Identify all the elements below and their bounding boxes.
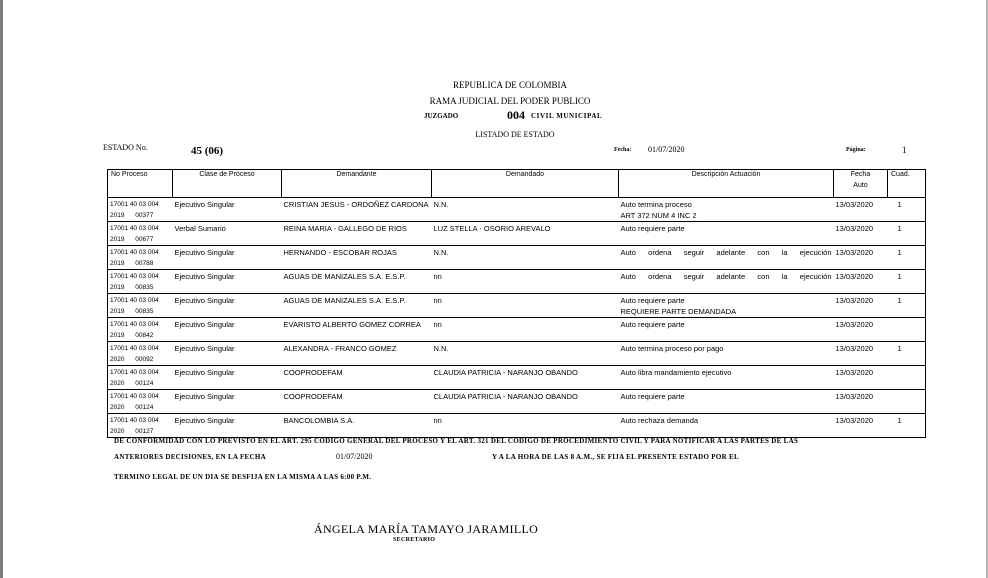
cell-demandado: CLAUDIA PATRICIA - NARANJO OBANDO — [432, 390, 619, 414]
table-header-row — [108, 170, 926, 198]
cell-clase: Ejecutivo Singular — [173, 390, 282, 414]
cell-clase: Ejecutivo Singular — [173, 414, 282, 438]
fecha-value: 01/07/2020 — [648, 145, 685, 154]
cell-demandante: AGUAS DE MANIZALES S.A. E.S.P. — [282, 294, 432, 318]
cell-fecha: 13/03/2020 — [834, 246, 888, 270]
cell-demandante: HERNANDO - ESCOBAR ROJAS — [282, 246, 432, 270]
cell-proceso: 17001 40 03 004 2019 00788 — [108, 246, 173, 270]
col-header-demandante: Demandante — [282, 170, 432, 198]
pagina-label: Página: — [846, 147, 866, 153]
table-row — [108, 222, 926, 246]
cell-cuad: 1 — [888, 342, 926, 366]
juzgado-type: CIVIL MUNICIPAL — [531, 112, 603, 120]
col-header-cuad: Cuad. — [888, 170, 926, 198]
cell-demandado: nn — [432, 318, 619, 342]
cell-proceso: 17001 40 03 004 2020 00124 — [108, 366, 173, 390]
header-republica: REPUBLICA DE COLOMBIA — [452, 80, 567, 90]
cell-demandado: N.N. — [432, 198, 619, 222]
table-row — [108, 294, 926, 318]
cell-demandante: BANCOLOMBIA S.A. — [282, 414, 432, 438]
cell-cuad: 1 — [888, 270, 926, 294]
signature-name: ÁNGELA MARÍA TAMAYO JARAMILLO — [314, 522, 539, 536]
cell-descripcion: Auto termina proceso por pago — [619, 342, 834, 366]
cell-demandante: COOPRODEFAM — [282, 366, 432, 390]
cell-clase: Ejecutivo Singular — [173, 246, 282, 270]
estado-number: 45 (06) — [191, 145, 224, 157]
cell-demandante: ALEXANDRA - FRANCO GOMEZ — [282, 342, 432, 366]
footer-line-1: DE CONFORMIDAD CON LO PREVISTO EN EL ART. 295 CODIGO GENERAL DEL PROCESO Y EL ART. 321 DEL CODIGO DE PROCEDIMIENTO CIVIL Y PARA NOTIFICAR A LAS PARTES DE LAS — [114, 437, 799, 445]
cell-fecha: 13/03/2020 — [834, 390, 888, 414]
cell-cuad: 1 — [888, 414, 926, 438]
cell-demandado: nn — [432, 270, 619, 294]
cell-descripcion: Auto requiere parte — [619, 222, 834, 246]
cell-clase: Verbal Sumario — [173, 222, 282, 246]
cell-cuad — [888, 390, 926, 414]
fecha-label: Fecha: — [614, 147, 632, 153]
cell-proceso: 17001 40 03 004 2020 00092 — [108, 342, 173, 366]
listado-title: LISTADO DE ESTADO — [475, 130, 555, 139]
cell-demandado: CLAUDIA PATRICIA - NARANJO OBANDO — [432, 366, 619, 390]
table-row — [108, 270, 926, 294]
col-header-fecha — [834, 170, 888, 198]
estado-table — [107, 169, 926, 438]
estado-label: ESTADO No. — [103, 143, 148, 152]
signature-title: SECRETARIO — [393, 537, 436, 543]
cell-proceso: 17001 40 03 004 2019 00677 — [108, 222, 173, 246]
table-row — [108, 390, 926, 414]
table-row — [108, 342, 926, 366]
col-header-fecha-line2: Auto — [853, 182, 868, 189]
cell-demandante: COOPRODEFAM — [282, 390, 432, 414]
col-header-proceso: No Proceso — [108, 170, 173, 198]
col-header-fecha-line1: Fecha — [850, 171, 871, 178]
cell-cuad: 1 — [888, 198, 926, 222]
cell-demandante: AGUAS DE MANIZALES S.A. E.S.P. — [282, 270, 432, 294]
cell-descripcion: Auto requiere parte REQUIERE PARTE DEMANDADA — [619, 294, 834, 318]
cell-clase: Ejecutivo Singular — [173, 318, 282, 342]
cell-descripcion: Auto requiere parte — [619, 390, 834, 414]
col-header-descripcion: Descripción Actuación — [619, 170, 834, 198]
cell-fecha: 13/03/2020 — [834, 318, 888, 342]
cell-cuad: 1 — [888, 246, 926, 270]
table-row — [108, 246, 926, 270]
cell-descripcion: Auto rechaza demanda — [619, 414, 834, 438]
footer-line-2b: Y A LA HORA DE LAS 8 A.M., SE FIJA EL PRESENTE ESTADO POR EL — [492, 453, 739, 461]
cell-demandado: nn — [432, 414, 619, 438]
table-row — [108, 318, 926, 342]
footer-line-3: TERMINO LEGAL DE UN DIA SE DESFIJA EN LA MISMA A LAS 6:00 P.M. — [114, 473, 372, 481]
table-body — [108, 198, 926, 438]
cell-proceso: 17001 40 03 004 2020 00127 — [108, 414, 173, 438]
cell-descripcion: Auto libra mandamiento ejecutivo — [619, 366, 834, 390]
cell-clase: Ejecutivo Singular — [173, 198, 282, 222]
cell-fecha: 13/03/2020 — [834, 270, 888, 294]
cell-fecha: 13/03/2020 — [834, 342, 888, 366]
cell-fecha: 13/03/2020 — [834, 366, 888, 390]
cell-proceso: 17001 40 03 004 2019 00835 — [108, 294, 173, 318]
table-row — [108, 414, 926, 438]
cell-demandante: REINA MARIA - GALLEGO DE RIOS — [282, 222, 432, 246]
pagina-value: 1 — [902, 145, 907, 155]
juzgado-label: JUZGADO — [424, 112, 459, 120]
table-row — [108, 366, 926, 390]
cell-cuad: 1 — [888, 222, 926, 246]
cell-fecha: 13/03/2020 — [834, 294, 888, 318]
footer-date: 01/07/2020 — [336, 452, 373, 461]
cell-descripcion: Auto termina proceso ART 372 NUM 4 INC 2 — [619, 198, 834, 222]
cell-proceso: 17001 40 03 004 2020 00124 — [108, 390, 173, 414]
cell-cuad: 1 — [888, 294, 926, 318]
cell-demandante: EVARISTO ALBERTO GOMEZ CORREA — [282, 318, 432, 342]
cell-demandado: N.N. — [432, 246, 619, 270]
cell-fecha: 13/03/2020 — [834, 222, 888, 246]
cell-clase: Ejecutivo Singular — [173, 342, 282, 366]
table-row — [108, 198, 926, 222]
cell-cuad — [888, 318, 926, 342]
header-rama-judicial: RAMA JUDICIAL DEL PODER PUBLICO — [429, 96, 591, 106]
cell-fecha: 13/03/2020 — [834, 198, 888, 222]
col-header-demandado: Demandado — [432, 170, 619, 198]
cell-descripcion: Auto requiere parte — [619, 318, 834, 342]
cell-demandado: LUZ STELLA - OSORIO AREVALO — [432, 222, 619, 246]
juzgado-number: 004 — [507, 108, 525, 122]
cell-clase: Ejecutivo Singular — [173, 294, 282, 318]
cell-demandado: nn — [432, 294, 619, 318]
cell-proceso: 17001 40 03 004 2019 00377 — [108, 198, 173, 222]
cell-demandado: N.N. — [432, 342, 619, 366]
cell-descripcion: Auto ordena seguir adelante con la ejecución — [619, 246, 834, 270]
footer-line-2a: ANTERIORES DECISIONES, EN LA FECHA — [114, 453, 266, 461]
cell-proceso: 17001 40 03 004 2019 00835 — [108, 270, 173, 294]
col-header-clase: Clase de Proceso — [173, 170, 282, 198]
cell-proceso: 17001 40 03 004 2019 00842 — [108, 318, 173, 342]
cell-cuad — [888, 366, 926, 390]
cell-fecha: 13/03/2020 — [834, 414, 888, 438]
cell-clase: Ejecutivo Singular — [173, 366, 282, 390]
cell-clase: Ejecutivo Singular — [173, 270, 282, 294]
cell-demandante: CRISTIAN JESUS - ORDOÑEZ CARDONA — [282, 198, 432, 222]
cell-descripcion: Auto ordena seguir adelante con la ejecución — [619, 270, 834, 294]
